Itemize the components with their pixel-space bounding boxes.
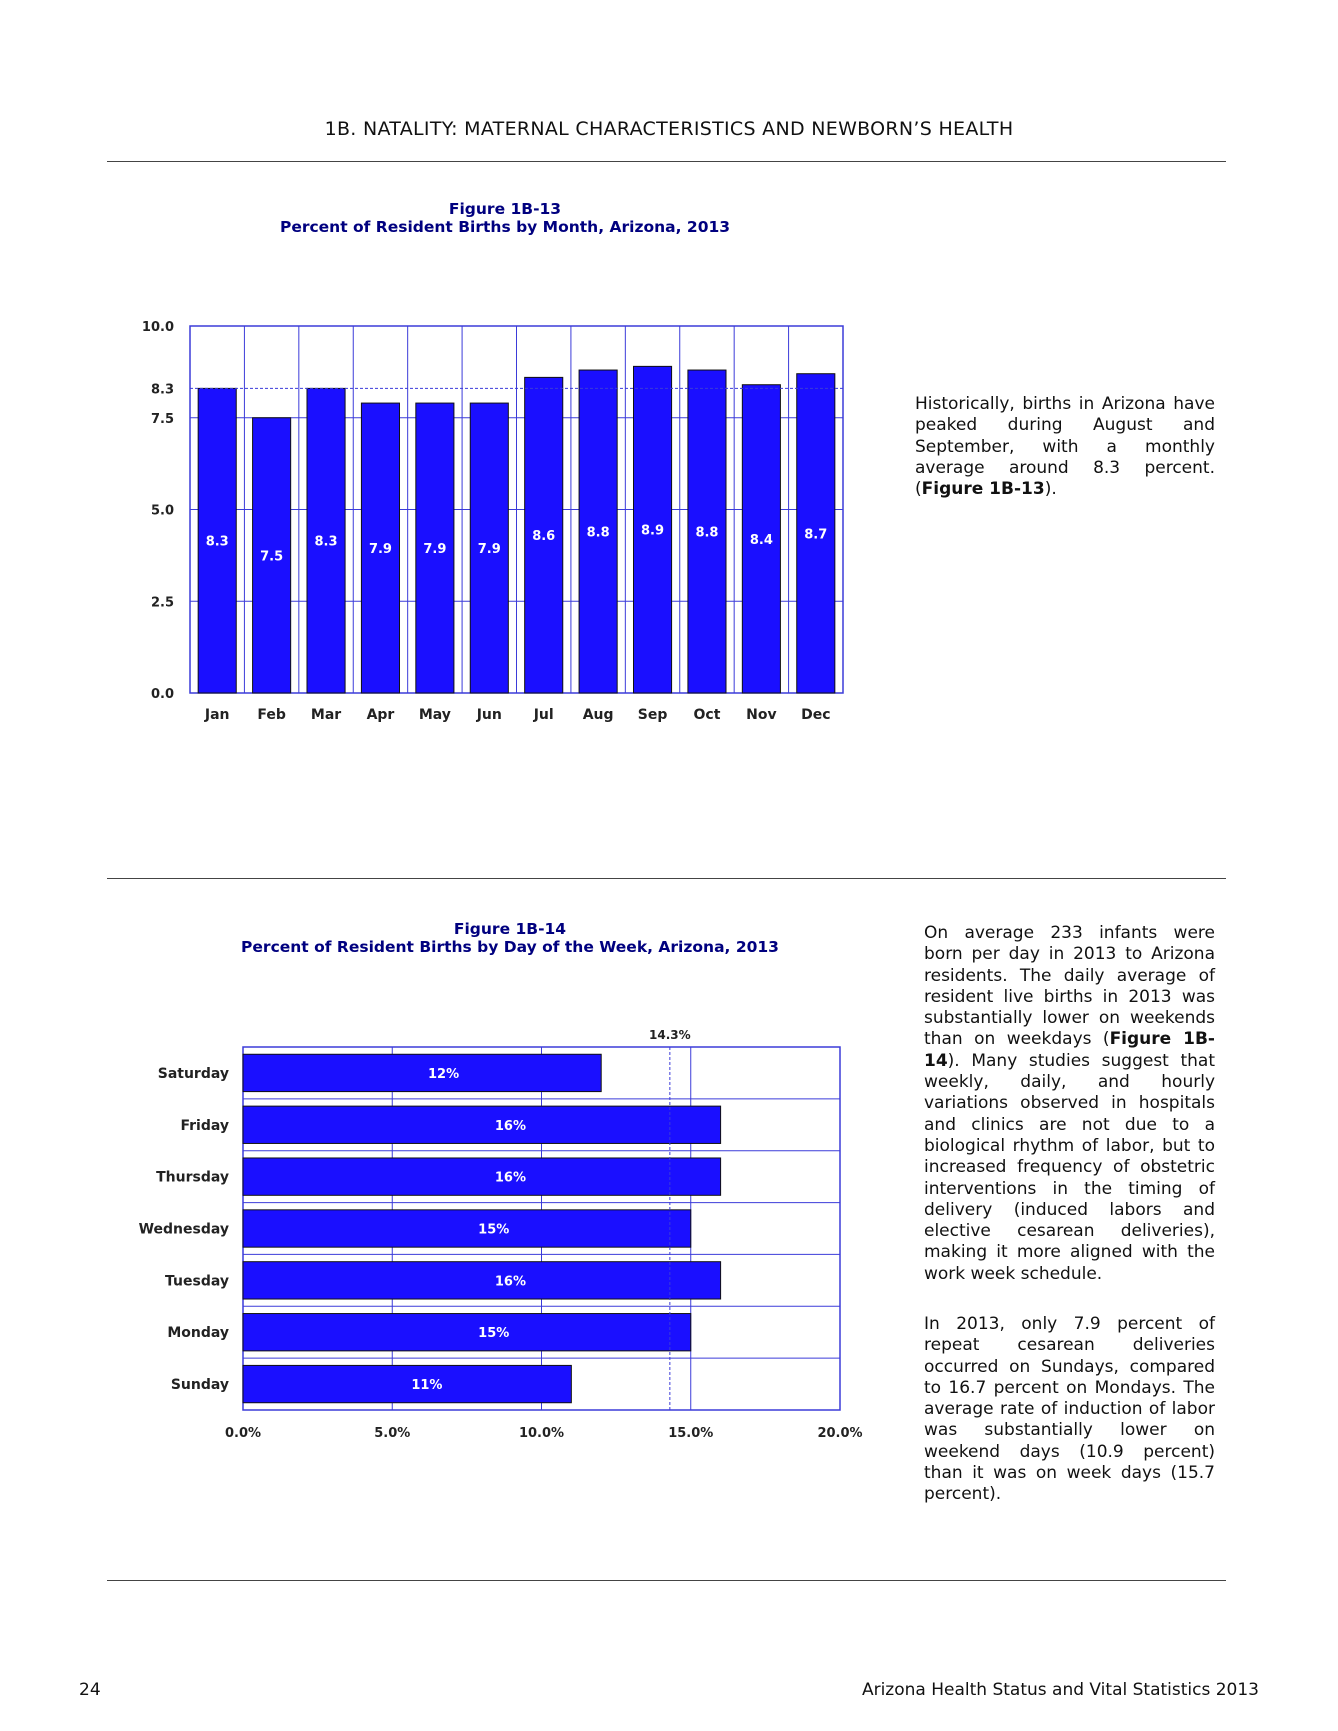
bar-value-label: 8.4: [749, 532, 773, 548]
x-tick-label: Jun: [476, 707, 502, 723]
y-tick-label: 7.5: [150, 411, 174, 427]
y-tick-label: 0.0: [150, 687, 174, 702]
x-tick-label: 20.0%: [817, 1426, 863, 1441]
y-tick-label: Monday: [167, 1325, 229, 1342]
bar-value-label: 16%: [494, 1274, 527, 1290]
figure-1-paragraph-text: Historically, births in Arizona have peaked during August and September, with a monthly average around 8.3 percent. (: [915, 394, 1215, 500]
bar-value-label: 7.9: [368, 542, 392, 558]
figure-1-number: Figure 1B-13: [448, 200, 562, 218]
bar: [243, 1210, 691, 1247]
bar: [243, 1365, 571, 1402]
bar-value-label: 16%: [494, 1118, 527, 1134]
y-tick-label: Saturday: [157, 1065, 229, 1082]
x-tick-label: Aug: [582, 707, 614, 723]
bar: [243, 1106, 721, 1143]
figure-2-title: Percent of Resident Births by Day of the Week, Arizona, 2013: [241, 938, 779, 956]
figure-2-paragraph-text: On average 233 infants were born per day in 2013 to Arizona residents. The daily average of resident live births in 2013 was substantially lower on weekends than on weekdays (: [924, 923, 1215, 1050]
figure-1-reference: Figure 1B-13: [921, 479, 1045, 500]
figure-1-paragraph-end: ).: [1044, 479, 1057, 500]
reference-line-label: 14.3%: [649, 1028, 691, 1042]
y-tick-label: 10.0: [141, 320, 174, 335]
bar: [243, 1054, 601, 1091]
x-tick-label: Apr: [366, 707, 395, 723]
y-tick-label: Tuesday: [165, 1273, 229, 1290]
page-header: 1B. NATALITY: MATERNAL CHARACTERISTICS AND NEWBORN’S HEALTH: [324, 118, 1014, 140]
bar-value-label: 11%: [411, 1378, 443, 1394]
y-tick-label: Friday: [180, 1117, 229, 1134]
bar-value-label: 8.7: [804, 527, 828, 543]
figure-2-paragraph-end: ). Many studies suggest that weekly, daily, and hourly variations observed in hospitals and clinics are not due to a biological rhythm of labor, but to increased frequency of obstetric interventions in the timing of delivery (induced labors and elective cesarean deliveries), making it more aligned with the work week schedule.: [924, 1050, 1215, 1284]
x-tick-label: Sep: [637, 707, 668, 723]
bar-value-label: 15%: [478, 1222, 510, 1238]
publication-title: Arizona Health Status and Vital Statistics 2013: [861, 1680, 1259, 1700]
figure-1-title: Percent of Resident Births by Month, Arizona, 2013: [279, 218, 731, 236]
y-tick-label: Thursday: [156, 1169, 229, 1186]
x-tick-label: Jul: [533, 707, 554, 723]
x-tick-label: 15.0%: [668, 1426, 714, 1441]
figure-2-number: Figure 1B-14: [453, 920, 567, 938]
x-tick-label: Nov: [746, 707, 777, 723]
bar-value-label: 8.6: [532, 529, 556, 545]
x-tick-label: Jan: [204, 707, 230, 723]
bar: [243, 1314, 691, 1351]
bar-value-label: 7.9: [423, 542, 447, 558]
bar-value-label: 8.3: [205, 534, 229, 550]
page-number: 24: [79, 1680, 101, 1700]
figure-2-reference: Figure 1B-14: [924, 1029, 1215, 1071]
bar-value-label: 12%: [428, 1066, 460, 1082]
y-tick-label: 8.3: [150, 382, 174, 398]
bar: [243, 1158, 721, 1195]
x-tick-label: 0.0%: [224, 1426, 262, 1441]
bar-value-label: 8.8: [695, 525, 719, 541]
figure-2-paragraph-2: In 2013, only 7.9 percent of repeat cesarean deliveries occurred on Sundays, compared to 16.7 percent on Mondays. The average rate of induction of labor was substantially lower on weekend days (10.9 percent) than it was on week days (15.7 percent).: [924, 1314, 1215, 1505]
x-tick-label: May: [418, 707, 451, 723]
y-tick-label: 2.5: [150, 595, 174, 611]
bar-value-label: 8.3: [314, 534, 338, 550]
x-tick-label: 5.0%: [374, 1426, 411, 1441]
bar-value-label: 8.9: [641, 523, 665, 539]
y-tick-label: Sunday: [170, 1377, 229, 1394]
x-tick-label: Feb: [257, 707, 286, 723]
x-tick-label: 10.0%: [518, 1426, 565, 1441]
y-tick-label: Wednesday: [138, 1221, 229, 1238]
bar-value-label: 7.5: [260, 549, 284, 565]
bar: [243, 1262, 721, 1299]
bar-value-label: 7.9: [477, 542, 501, 558]
bar-value-label: 16%: [494, 1170, 527, 1186]
x-tick-label: Mar: [310, 707, 342, 723]
x-tick-label: Oct: [693, 707, 721, 723]
bar-value-label: 15%: [478, 1326, 510, 1342]
bar-value-label: 8.8: [586, 525, 610, 541]
figure-2-paragraph-1: [924, 923, 1215, 1285]
bottom-rule: [107, 1580, 1226, 1581]
x-tick-label: Dec: [801, 707, 831, 723]
y-tick-label: 5.0: [150, 503, 174, 519]
